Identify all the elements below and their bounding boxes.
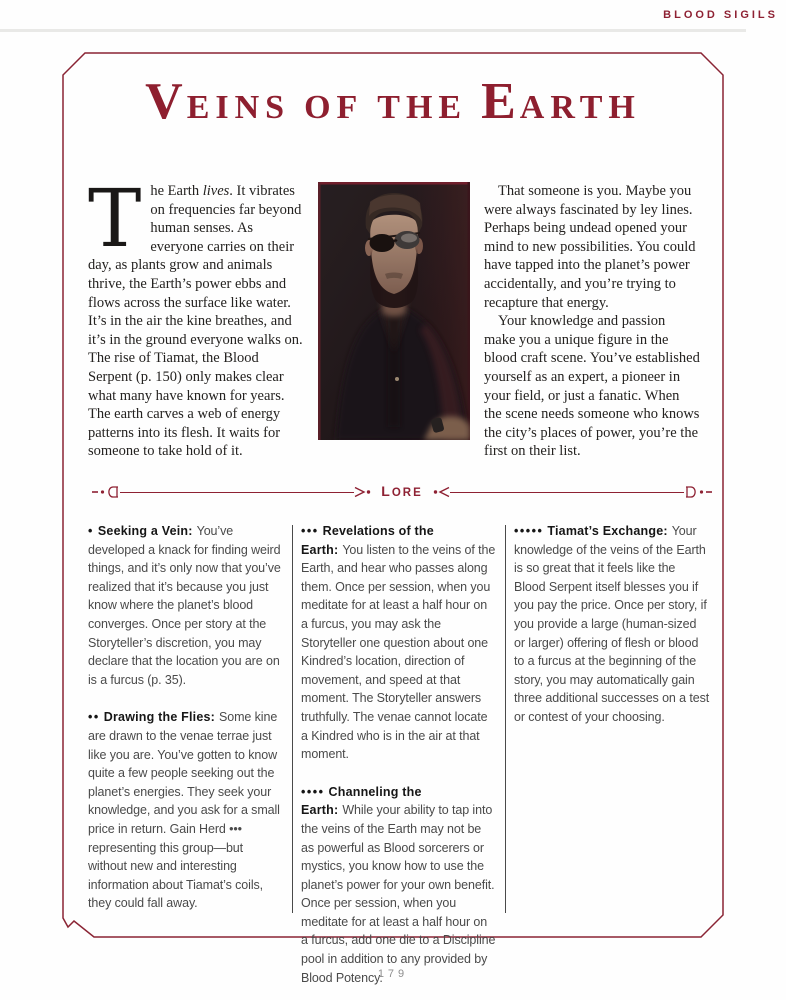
drop-cap: T <box>88 172 142 265</box>
lore-column-2 <box>301 522 497 1000</box>
header-rule <box>0 29 746 32</box>
power-text: You’ve developed a knack for finding weird things, and it’s only now that you’ve realized that it’s because you just know where the planet’s blood converges. Once per story at the Storyteller’s discretion, you may declare that the location you are on is a furcus (p. 35). <box>88 524 281 687</box>
intro-text-italic: lives <box>202 183 230 199</box>
dot-rating: •• <box>88 710 100 725</box>
power-text: Some kine are drawn to the venae terrae just like you are. You’ve gotten to know quite a few people seeking out the planet’s energies. They seek your knowledge, and you ask for a small price in return. Gain Herd ••• representing this group—but without new and interesting information about Tiamat’s coils, they could fall away. <box>88 710 280 911</box>
divider-line-left <box>120 492 354 493</box>
power-text: Your knowledge of the veins of the Earth is so great that it feels like the Blood Serpent itself blesses you if you pay the price. Once per story, if you provide a large (human-sized or larger) offering of flesh or blood to a furcus at the beginning of the story, you may automatically gain three additional successes on a test or contest of your choosing. <box>514 524 710 724</box>
title-text: OF <box>304 89 364 126</box>
intro-left-column <box>88 172 304 461</box>
portrait-image <box>318 182 470 440</box>
column-divider-rule <box>505 525 506 913</box>
lore-label-initial: L <box>381 483 392 499</box>
dot-rating: ••• <box>301 524 319 538</box>
power-drawing-the-flies <box>88 708 284 913</box>
intro-paragraph-2: That someone is you. Maybe you were always fascinated by ley lines. Perhaps being undead opened your mind to new possibilities. You could have tapped into the planet’s power accidentally, and you’re trying to recapture that energy. <box>484 183 696 311</box>
power-name: Drawing the Flies: <box>103 710 216 725</box>
title-text: EINS <box>186 89 291 126</box>
dot-rating: •••• <box>301 784 325 799</box>
power-revelations-of-the-earth <box>301 522 497 764</box>
power-name: Tiamat’s Exchange: <box>547 524 668 538</box>
divider-ornament-left <box>92 485 120 499</box>
lore-divider-label <box>381 483 422 501</box>
title-initial: V <box>145 73 187 130</box>
lore-column-1 <box>88 522 284 1000</box>
power-seeking-a-vein <box>88 522 284 689</box>
power-name: Revelations of the Earth: <box>301 524 434 557</box>
intro-right-column <box>484 182 700 461</box>
title-text: ARTH <box>519 89 641 126</box>
intro-text: . It vibrates on frequencies far beyond human senses. As everyone carries on their day, as plants grow and animals thrive, the Earth’s power ebbs and flows across the surface like water. It’s in the air the kine breathes, and it’s in the ground everyone walks on. The rise of Tiamat, the Blood Serpent (p. 150) only makes clear what many have known for years. The earth carves a web of energy patterns into its flesh. It waits for someone to take hold of it. <box>88 183 303 460</box>
running-header: BLOOD SIGILS <box>663 9 778 21</box>
page-title <box>62 73 724 134</box>
power-channeling-the-earth <box>301 783 497 988</box>
page-number: 179 <box>377 968 409 980</box>
divider-arrow-left-icon <box>433 486 450 498</box>
power-name: Channeling the Earth: <box>301 784 422 818</box>
intro-section <box>88 172 700 461</box>
power-text: While your ability to tap into the veins of the Earth may not be as powerful as Blood sorcerers or mystics, you know how to use the planet’s power for your own benefit. Once per session, when you meditate for at least a half hour on a furcus, add one die to a Discipline pool in addition to any provided by Blood Potency. <box>301 803 496 985</box>
intro-paragraph-1 <box>88 172 304 461</box>
divider-line-right <box>450 492 684 493</box>
intro-paragraph-3: Your knowledge and passion make you a unique figure in the blood craft scene. You’ve established yourself as an expert, a pioneer in your field, or just a fanatic. When the scene needs someone who knows the city’s places of power, you’re the first on their list. <box>484 313 700 460</box>
column-divider-rule <box>292 525 293 913</box>
power-text: You listen to the veins of the Earth, and hear who passes along them. Once per session, when you meditate for at least a half hour on a furcus, you may ask the Storyteller one question about one Kindred’s location, direction of movement, and speed at that moment. The Storyteller answers truthfully. The venae cannot locate a Kindred who is in the air at that moment. <box>301 542 496 762</box>
intro-text: he Earth <box>150 183 203 199</box>
divider-arrow-right-icon <box>354 486 371 498</box>
power-name: Seeking a Vein: <box>97 524 193 538</box>
dot-rating: ••••• <box>514 524 544 538</box>
title-initial: E <box>481 73 520 130</box>
lore-section <box>88 522 712 1000</box>
dot-rating: • <box>88 524 94 538</box>
lore-column-3 <box>514 522 710 1000</box>
lore-label-text: ORE <box>391 487 423 499</box>
power-tiamats-exchange <box>514 522 710 727</box>
divider-ornament-right <box>684 485 712 499</box>
title-text: THE <box>377 89 468 126</box>
lore-divider <box>92 484 712 500</box>
